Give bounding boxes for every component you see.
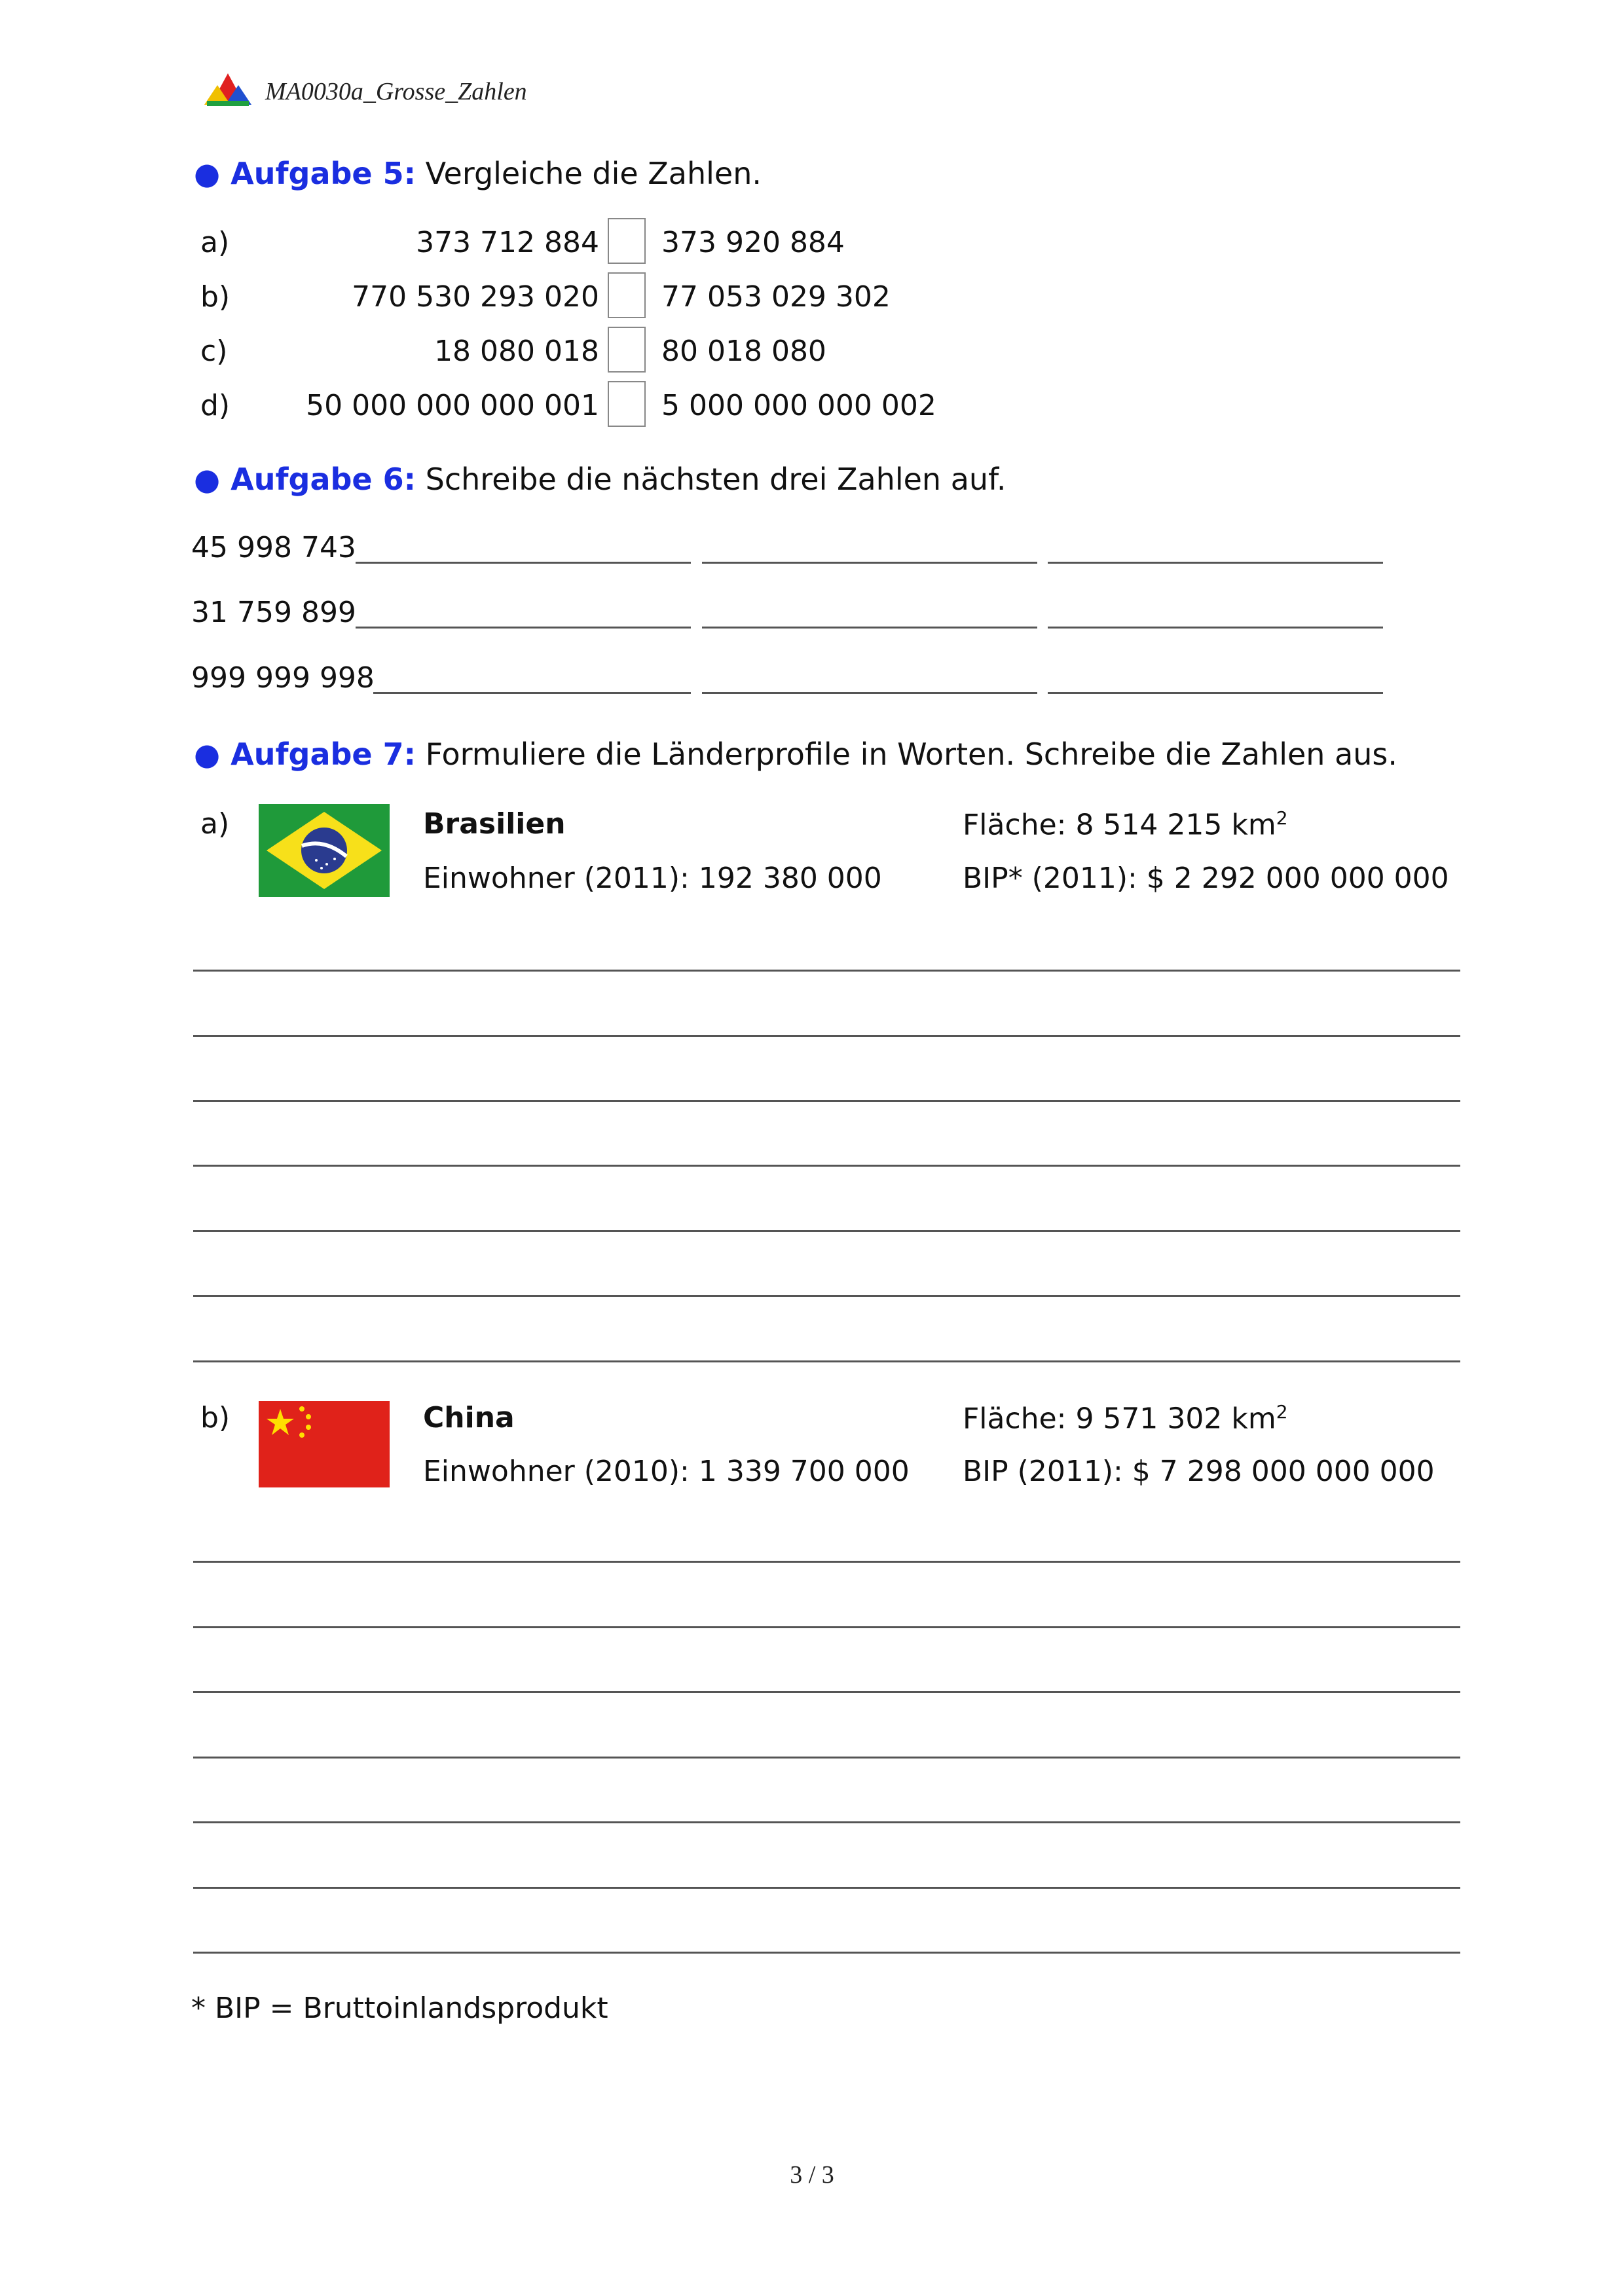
country-population: Einwohner (2010): 1 339 700 000 — [423, 1455, 910, 1488]
area-text: Fläche: 9 571 302 km — [963, 1402, 1276, 1436]
country-letter: b) — [200, 1401, 231, 1434]
writing-line[interactable] — [193, 970, 1460, 972]
country-area — [963, 1401, 1288, 1436]
brazil-flag-icon — [259, 804, 390, 897]
task5-right-number: 5 000 000 000 002 — [661, 389, 936, 422]
answer-line[interactable] — [702, 627, 1037, 629]
writing-line[interactable] — [193, 1035, 1460, 1037]
writing-line[interactable] — [193, 1230, 1460, 1232]
writing-line[interactable] — [193, 1360, 1460, 1362]
task5-left-number: 50 000 000 000 001 — [306, 389, 599, 422]
answer-line[interactable] — [356, 627, 691, 629]
compare-box[interactable] — [608, 381, 646, 427]
writing-line[interactable] — [193, 1887, 1460, 1889]
task5-row-letter: d) — [200, 389, 231, 422]
area-superscript: 2 — [1276, 1401, 1288, 1423]
country-name: China — [423, 1401, 515, 1434]
compare-box[interactable] — [608, 218, 646, 264]
task6-label: ● Aufgabe 6: — [194, 462, 416, 497]
task6-start-number: 999 999 998 — [191, 661, 375, 695]
writing-line[interactable] — [193, 1821, 1460, 1823]
footnote: * BIP = Bruttoinlandsprodukt — [191, 1992, 608, 2025]
task5-label: ● Aufgabe 5: — [194, 156, 416, 191]
task5-left-number: 770 530 293 020 — [352, 280, 599, 314]
country-letter: a) — [200, 807, 230, 841]
task6-start-number: 31 759 899 — [191, 596, 356, 629]
area-text: Fläche: 8 514 215 km — [963, 808, 1276, 842]
task7-instruction: Formuliere die Länderprofile in Worten. Schreibe die Zahlen aus. — [425, 737, 1398, 772]
document-title: MA0030a_Grosse_Zahlen — [265, 78, 527, 105]
country-area — [963, 807, 1288, 842]
china-flag-icon — [259, 1401, 390, 1487]
country-name: Brasilien — [423, 807, 566, 841]
task5-instruction: Vergleiche die Zahlen. — [425, 156, 762, 191]
answer-line[interactable] — [1048, 692, 1383, 694]
task7-label: ● Aufgabe 7: — [194, 737, 416, 772]
task5-right-number: 77 053 029 302 — [661, 280, 891, 314]
country-population: Einwohner (2011): 192 380 000 — [423, 862, 882, 895]
task5-right-number: 373 920 884 — [661, 226, 845, 259]
answer-line[interactable] — [702, 692, 1037, 694]
task5-left-number: 373 712 884 — [416, 226, 599, 259]
writing-line[interactable] — [193, 1691, 1460, 1693]
compare-box[interactable] — [608, 327, 646, 373]
answer-line[interactable] — [1048, 627, 1383, 629]
writing-line[interactable] — [193, 1952, 1460, 1954]
task7-heading — [194, 737, 1397, 772]
answer-line[interactable] — [356, 562, 691, 564]
task5-left-number: 18 080 018 — [434, 335, 599, 368]
task5-row-letter: a) — [200, 226, 230, 259]
compare-box[interactable] — [608, 272, 646, 318]
task6-instruction: Schreibe die nächsten drei Zahlen auf. — [425, 462, 1006, 497]
writing-line[interactable] — [193, 1165, 1460, 1167]
task5-row-letter: c) — [200, 335, 228, 368]
writing-line[interactable] — [193, 1100, 1460, 1102]
task5-right-number: 80 018 080 — [661, 335, 826, 368]
answer-line[interactable] — [702, 562, 1037, 564]
country-gdp: BIP (2011): $ 7 298 000 000 000 — [963, 1455, 1435, 1488]
page-number: 3 / 3 — [790, 2161, 834, 2189]
writing-line[interactable] — [193, 1561, 1460, 1563]
writing-line[interactable] — [193, 1626, 1460, 1628]
task6-start-number: 45 998 743 — [191, 531, 356, 564]
task6-heading — [194, 462, 1006, 497]
logo-icon — [204, 72, 251, 109]
answer-line[interactable] — [1048, 562, 1383, 564]
task5-row-letter: b) — [200, 280, 231, 314]
area-superscript: 2 — [1276, 807, 1288, 829]
task5-heading — [194, 156, 762, 191]
writing-line[interactable] — [193, 1295, 1460, 1297]
answer-line[interactable] — [373, 692, 691, 694]
writing-line[interactable] — [193, 1757, 1460, 1758]
country-gdp: BIP* (2011): $ 2 292 000 000 000 — [963, 862, 1449, 895]
